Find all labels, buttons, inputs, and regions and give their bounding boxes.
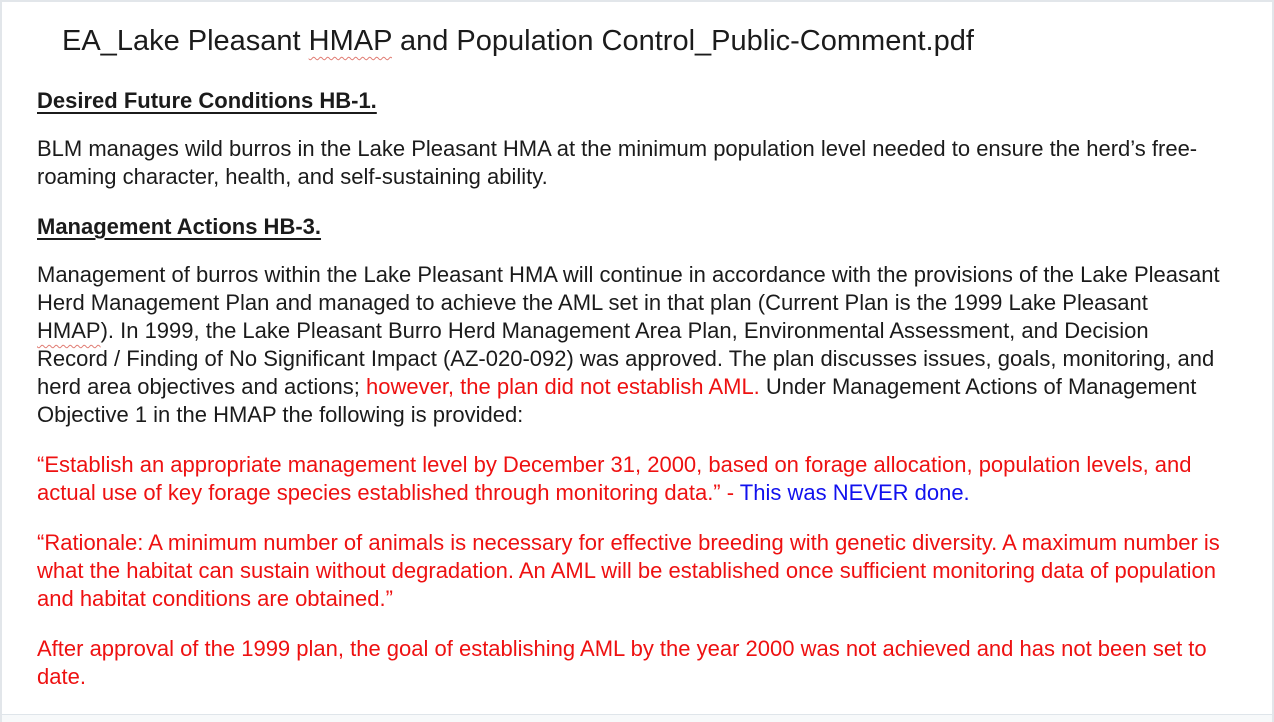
document-page xyxy=(2,2,1272,691)
heading-management-actions: Management Actions HB-3. xyxy=(37,214,322,239)
paragraph-rationale-quote: “Rationale: A minimum number of animals is necessary for effective breeding with genetic diversity. A maximum number is what the habitat can sustain without degradation. An AML will be established once sufficient monitoring data of population and habitat conditions are obtained.” xyxy=(37,530,1220,611)
paragraph-establish-quote xyxy=(37,451,1222,507)
mgmt-text-black2: ). In 1999, the Lake Pleasant Burro Herd Management Area Plan, Environmental Assessment, and Decision Record / Finding of No Significant Impact (AZ-020-092) was approved. The plan discusses issues, goals, monitoring, and herd area objectives and actions; xyxy=(37,318,1215,399)
paragraph-blm-manages: BLM manages wild burros in the Lake Pleasant HMA at the minimum population level needed to ensure the herd’s free-roaming character, health, and self-sustaining ability. xyxy=(37,136,1198,189)
title-spellcheck-word: HMAP xyxy=(308,25,392,57)
quote-text-red: “Establish an appropriate management level by December 31, 2000, based on forage allocation, population levels, and actual use of key forage species established through monitoring data.” - xyxy=(37,452,1192,505)
footer-strip xyxy=(2,714,1272,722)
document-title xyxy=(62,23,1222,59)
title-text-part2: and Population Control_Public-Comment.pdf xyxy=(391,25,974,57)
mgmt-text-black3: Under Management Actions of Management Objective 1 in the HMAP the following is provided: xyxy=(37,374,1197,427)
heading-desired-future-conditions: Desired Future Conditions HB-1. xyxy=(37,88,377,113)
mgmt-text-black1: Management of burros within the Lake Pleasant HMA will continue in accordance with the provisions of the Lake Pleasant Herd Management Plan and managed to achieve the AML set in that plan (Current Plan is the 1999 Lake Pleasant xyxy=(37,262,1220,315)
mgmt-spellcheck-word: HMAP xyxy=(37,318,101,343)
mgmt-text-red-highlight: however, the plan did not establish AML. xyxy=(365,374,760,399)
quote-annotation-blue: This was NEVER done. xyxy=(739,480,970,505)
title-text-part1: EA_Lake Pleasant xyxy=(62,25,309,57)
paragraph-after-approval: After approval of the 1999 plan, the goal of establishing AML by the year 2000 was not achieved and has not been set to date. xyxy=(37,636,1207,689)
paragraph-management-of-burros xyxy=(37,261,1222,429)
